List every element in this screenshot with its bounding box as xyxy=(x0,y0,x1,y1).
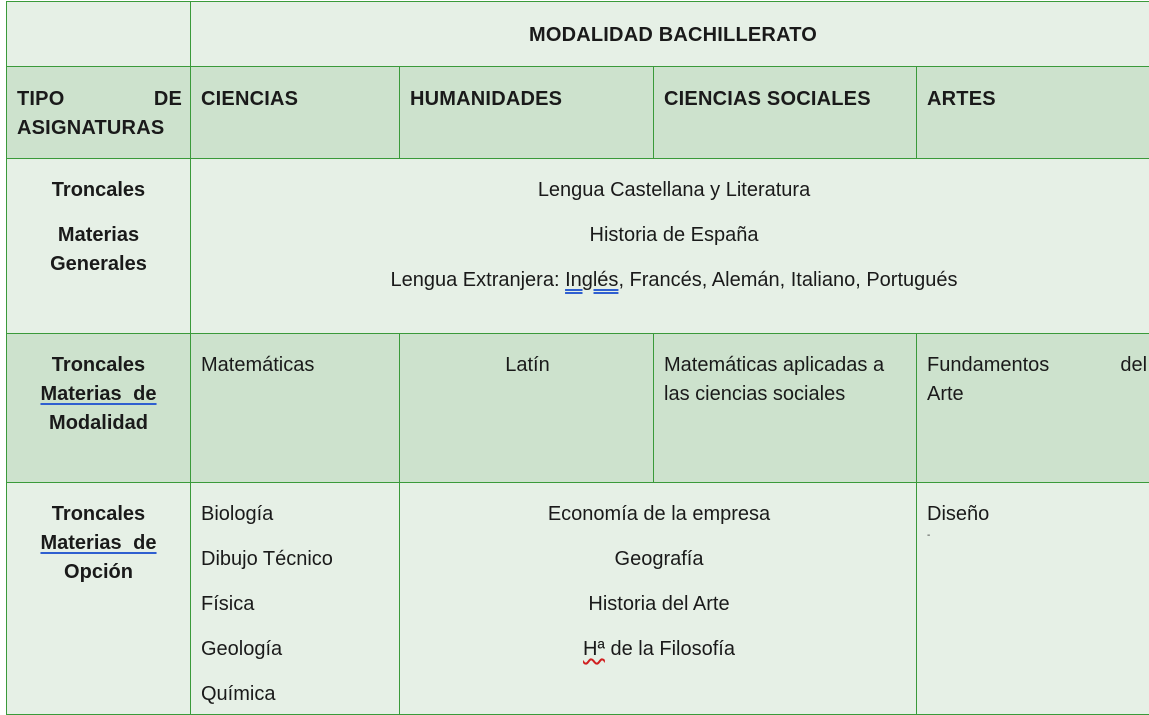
lengua-extranjera-rest: , Francés, Alemán, Italiano, Portugués xyxy=(618,269,957,291)
subject-geologia: Geología xyxy=(201,635,391,664)
table-title: MODALIDAD BACHILLERATO xyxy=(191,2,1149,67)
subject-historia-espana: Historia de España xyxy=(201,221,1147,250)
label-materias-de: Materias de xyxy=(15,529,182,558)
asignaturas-word: ASIGNATURAS xyxy=(17,114,182,143)
tipo-word: TIPO xyxy=(17,85,64,114)
artes-word-arte: Arte xyxy=(927,380,1147,409)
label-troncales: Troncales xyxy=(15,351,182,380)
subject-fisica: Física xyxy=(201,590,391,619)
artes-word-fundamentos: Fundamentos xyxy=(927,351,1049,380)
subject-biologia: Biología xyxy=(201,500,391,529)
label-troncales: Troncales xyxy=(15,500,182,529)
bachillerato-table xyxy=(6,1,1149,715)
subject-quimica: Química xyxy=(201,680,391,709)
label-troncales: Troncales xyxy=(15,176,182,205)
label-opcion: Opción xyxy=(15,558,182,587)
artes-word-del: del xyxy=(1120,351,1147,380)
subject-lengua-castellana: Lengua Castellana y Literatura xyxy=(201,176,1147,205)
tipo-asignaturas-header xyxy=(7,67,191,159)
modalidad-sociales: Matemáticas aplicadas a las ciencias sociales xyxy=(654,334,917,483)
label-materias: Materias xyxy=(15,221,182,250)
subject-diseno: Diseño xyxy=(927,503,989,525)
col-header-ciencias: CIENCIAS xyxy=(191,67,400,159)
col-header-ciencias-sociales: CIENCIAS SOCIALES xyxy=(654,67,917,159)
spell-flag-ingles: Inglés xyxy=(565,269,618,291)
generales-content xyxy=(191,159,1149,334)
label-materias-de: Materias de xyxy=(15,380,182,409)
subject-historia-filosofia xyxy=(410,635,908,664)
de-word: DE xyxy=(154,85,182,114)
filosofia-rest: de la Filosofía xyxy=(605,638,735,660)
subject-lengua-extranjera xyxy=(201,266,1147,295)
subject-historia-arte: Historia del Arte xyxy=(410,590,908,619)
subject-economia-empresa: Economía de la empresa xyxy=(410,500,908,529)
stray-mark: - xyxy=(927,531,1147,541)
label-generales: Generales xyxy=(15,250,182,279)
col-header-humanidades: HUMANIDADES xyxy=(400,67,654,159)
col-header-artes: ARTES xyxy=(917,67,1149,159)
row-label-generales xyxy=(7,159,191,334)
corner-cell xyxy=(7,2,191,67)
opcion-ciencias xyxy=(191,483,400,715)
spell-flag-ha: Hª xyxy=(583,638,605,660)
opcion-humanidades-sociales xyxy=(400,483,917,715)
opcion-artes xyxy=(917,483,1149,715)
modalidad-artes xyxy=(917,334,1149,483)
subject-geografia: Geografía xyxy=(410,545,908,574)
row-label-modalidad xyxy=(7,334,191,483)
modalidad-ciencias: Matemáticas xyxy=(191,334,400,483)
lengua-extranjera-prefix: Lengua Extranjera: xyxy=(391,269,566,291)
label-modalidad: Modalidad xyxy=(15,409,182,438)
modalidad-humanidades: Latín xyxy=(400,334,654,483)
subject-dibujo-tecnico: Dibujo Técnico xyxy=(201,545,391,574)
row-label-opcion xyxy=(7,483,191,715)
